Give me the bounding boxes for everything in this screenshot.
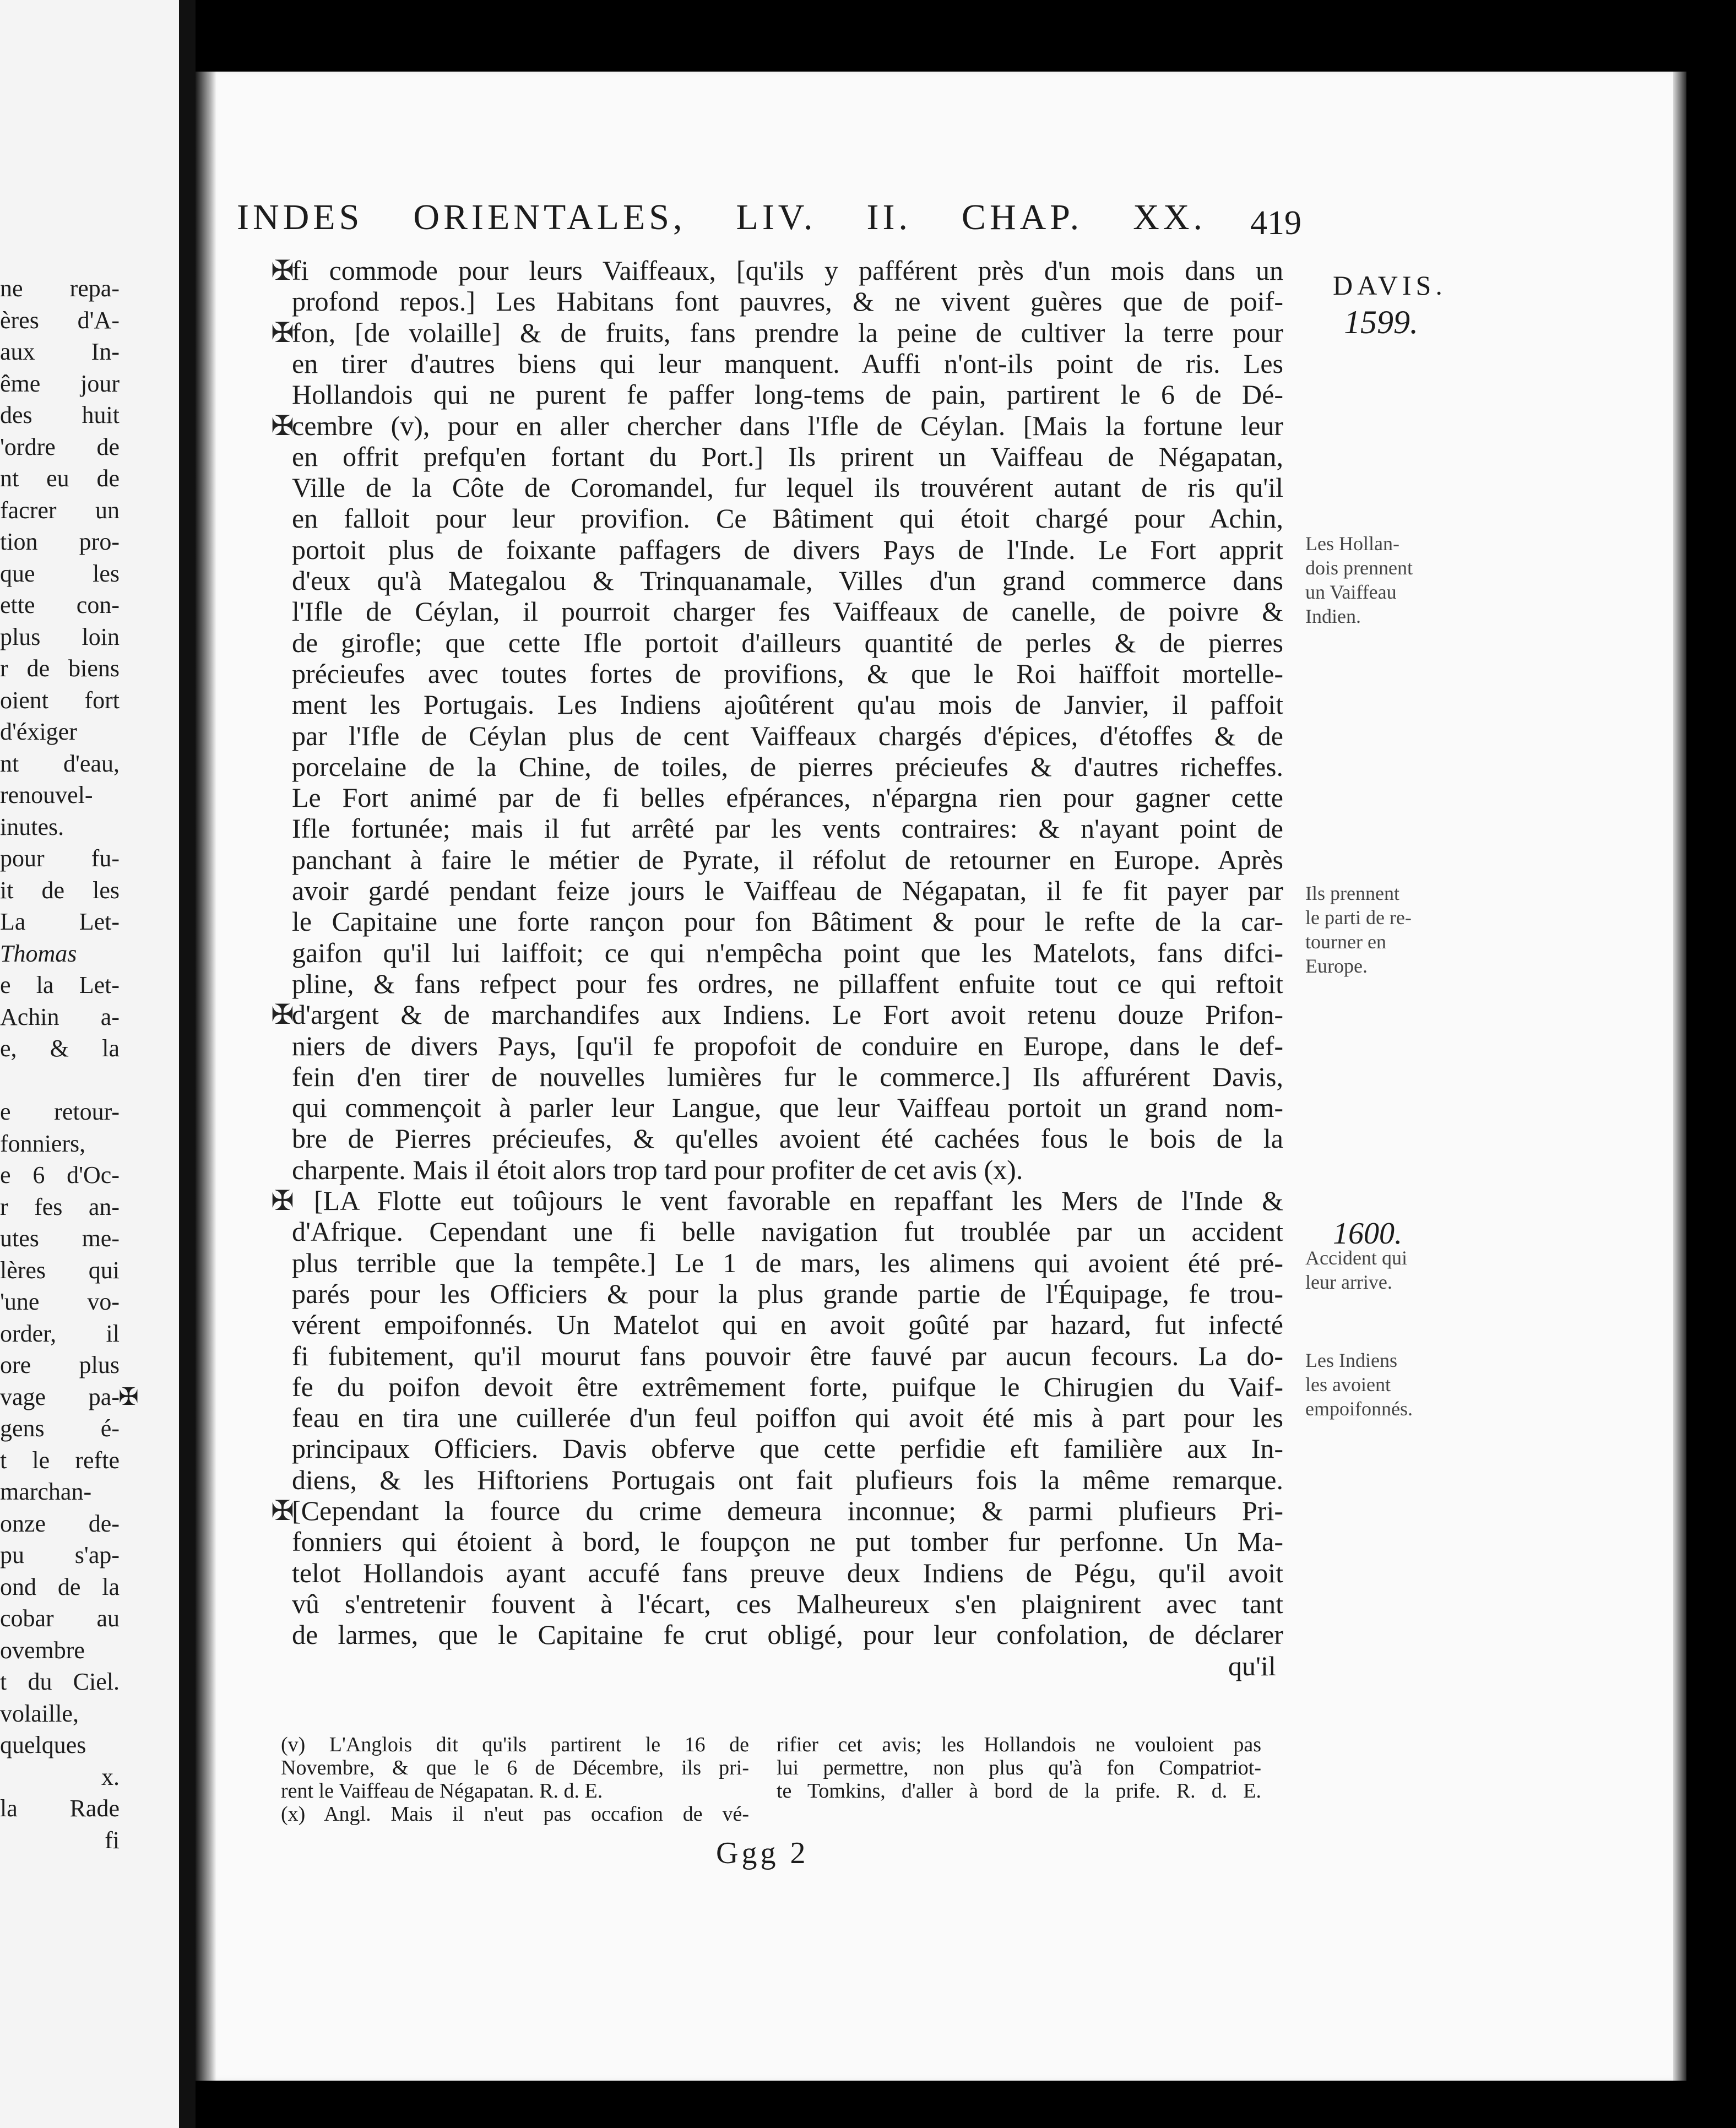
facing-page-line [0,1065,120,1096]
body-line: fi fubitement, qu'il mourut fans pouvoir être fauvé par aucun fecours. La do- [292,1340,1283,1371]
footnote-line-left: rent le Vaiffeau de Négapatan. R. d. E. [281,1779,603,1803]
page-right-edge [1673,72,1686,2081]
facing-page-line: 'ordre de [0,433,120,460]
facing-page-line: plus loin [0,623,120,650]
facing-page-line: pour fu- [0,845,120,872]
body-line: d'argent & de marchandifes aux Indiens. Le Fort avoit retenu douze Prifon- [292,999,1283,1030]
facing-page-line: oient fort [0,686,120,714]
facing-page-line: Achin a- [0,1003,120,1030]
facing-page-line: aux In- [0,338,120,365]
footnote-line-left: Novembre, & que le 6 de Décembre, ils pri- [281,1756,749,1779]
facing-page-line: vage pa- [0,1383,120,1410]
body-line: de larmes, que le Capitaine fe crut obligé, pour leur confolation, de déclarer [292,1619,1283,1651]
facing-page-line: Thomas [0,940,77,967]
sidenote-line: Les Hollan- [1305,533,1399,555]
body-line: Le Fort animé par de fi belles efpérances, n'épargna rien pour gagner cette [292,782,1283,813]
footnote-line-right: rifier cet avis; les Hollandois ne vouloient pas [777,1733,1261,1756]
body-line: qu'il [1228,1650,1276,1681]
body-line: vû s'entretenir fouvent à l'écart, ces Malheureux s'en plaignirent avec tant [292,1588,1283,1619]
sidenote-accident [1305,1246,1432,1294]
facing-page-line: x. [101,1763,120,1790]
facing-page-line: que les [0,560,120,587]
body-line: porcelaine de la Chine, de toiles, de pierres précieufes & d'autres richeffes. [292,751,1283,782]
cross-marker-icon: ✠ [271,1495,294,1526]
body-line: en tirer d'autres biens qui leur manquent. Auffi n'ont-ils point de ris. Les [292,348,1283,379]
cross-marker-icon: ✠ [271,999,294,1030]
body-line: fon, [de volaille] & de fruits, fans prendre la peine de cultiver la terre pour [292,317,1283,348]
facing-page-line: ères d'A- [0,306,120,334]
facing-page-line: marchan- [0,1478,92,1505]
facing-page-line: t le refte [0,1446,120,1474]
sidenote-line: Accident qui [1305,1247,1407,1269]
sidenote-poisoned [1305,1348,1432,1421]
body-line: diens, & les Hiftoriens Portugais ont fait plufieurs fois la même remarque. [292,1464,1283,1495]
facing-page-line: volaille, [0,1700,79,1727]
sidenote-line: le parti de re- [1305,906,1412,929]
body-line: fein d'en tirer de nouvelles lumières fur le commerce.] Ils affurérent Davis, [292,1061,1283,1092]
facing-page-line: r fes an- [0,1193,120,1220]
body-line: fi commode pour leurs Vaiffeaux, [qu'ils y pafférent près d'un mois dans un [292,255,1283,286]
facing-page-line: ond de la [0,1573,120,1600]
footnote-line-right: te Tomkins, d'aller à bord de la prife. R. d. E. [777,1779,1261,1803]
facing-page-line: fi [105,1826,120,1854]
body-line: le Capitaine une forte rançon pour fon Bâtiment & pour le refte de la car- [292,906,1283,937]
facing-page-line: e 6 d'Oc- [0,1161,120,1188]
body-line: vérent empoifonnés. Un Matelot qui en avoit goûté par hazard, fut infecté [292,1309,1283,1340]
facing-page-line: onze de- [0,1510,120,1537]
facing-page-line: 'une vo- [0,1288,120,1315]
sidenote-captured-ship [1305,531,1432,628]
facing-page-line: ette con- [0,591,120,618]
sidenote-line: tourner en [1305,931,1386,953]
sidenote-year-1600: 1600. [1333,1217,1402,1251]
body-line: principaux Officiers. Davis obferve que cette perfidie eft familière aux In- [292,1433,1283,1464]
sidenote-line: Indien. [1305,605,1361,627]
facing-page-line: e, & la [0,1035,120,1062]
footnote-line-left: (x) Angl. Mais il n'eut pas occafion de vé- [281,1803,749,1826]
body-line: en offrit prefqu'en fortant du Port.] Ils prirent un Vaiffeau de Négapatan, [292,441,1283,472]
facing-page-line: e la Let- [0,971,120,998]
facing-page-line: des huit [0,401,120,428]
facing-page-line: ovembre [0,1636,85,1664]
footnote-line-right: lui permettre, non plus qu'à fon Compatriot- [777,1756,1261,1779]
facing-page-line: cobar au [0,1605,120,1632]
page-number: 419 [1250,204,1301,242]
body-line: Ville de la Côte de Coromandel, fur lequel ils trouvérent autant de ris qu'il [292,472,1283,503]
sidenote-line: Europe. [1305,955,1368,977]
facing-page-line: quelques [0,1731,86,1758]
facing-page-line: lères qui [0,1256,120,1284]
body-line: gaifon qu'il lui laiffoit; ce qui n'empêcha point que les Matelots, fans difci- [292,937,1283,968]
body-line: Ifle fortunée; mais il fut arrêté par les vents contraires: & n'ayant point de [292,813,1283,844]
facing-page-line: it de les [0,876,120,904]
facing-page-line: La Let- [0,908,120,935]
footnote-line-left: (v) L'Anglois dit qu'ils partirent le 16 de [281,1733,749,1756]
sidenote-line: empoifonnés. [1305,1398,1413,1420]
facing-page-line: la Rade [0,1795,120,1822]
cross-marker-icon: ✠ [271,317,294,348]
body-line: pline, & fans refpect pour fes ordres, ne pillaffent enfuite tout ce qui reftoit [292,968,1283,999]
body-line: [Cependant la fource du crime demeura inconnue; & parmi plufieurs Pri- [292,1495,1283,1526]
body-line: [LA Flotte eut toûjours le vent favorable en repaffant les Mers de l'Inde & [314,1185,1283,1216]
body-line: précieufes avec toutes fortes de provifions, & que le Roi haïffoit mortelle- [292,658,1283,689]
body-line: plus terrible que la tempête.] Le 1 de mars, les alimens qui avoient été pré- [292,1247,1283,1278]
facing-page-line: pu s'ap- [0,1541,120,1568]
facing-page-gutter [179,0,196,2128]
body-line: ment les Portugais. Les Indiens ajoûtérent qu'au mois de Janvier, il paffoit [292,689,1283,720]
cross-marker-icon: ✠ [271,255,294,286]
facing-page [0,0,179,2128]
facing-page-line: d'éxiger [0,718,77,745]
body-line: panchant à faire le métier de Pyrate, il réfolut de retourner en Europe. Après [292,844,1283,875]
body-line: feau en tira une cuillerée d'un feul poiffon qui avoit été mis à part pour les [292,1402,1283,1434]
cross-marker-icon: ✠ [271,410,294,441]
body-line: l'Ifle de Céylan, il pourroit charger fes Vaiffeaux de canelle, de poivre & [292,596,1283,627]
sidenote-line: les avoient [1305,1374,1391,1396]
body-line: cembre (v), pour en aller chercher dans l'Ifle de Céylan. [Mais la fortune leur [292,410,1283,441]
signature-mark: Ggg 2 [716,1836,809,1870]
body-line: fe du poifon devoit être extrêmement forte, puifque le Chirugien du Vaif- [292,1371,1283,1402]
facing-page-line: gens é- [0,1415,120,1442]
body-line: qui commençoit à parler leur Langue, que leur Vaiffeau portoit un grand nom- [292,1092,1283,1123]
facing-page-line: t du Ciel. [0,1668,120,1695]
sidenote-return-europe [1305,881,1432,978]
sidenote-line: Les Indiens [1305,1349,1397,1371]
body-line: telot Hollandois ayant accufé fans preuve deux Indiens de Pégu, qu'il avoit [292,1557,1283,1588]
facing-page-line: inutes. [0,813,64,840]
sidenote-author: DAVIS. [1333,270,1447,301]
body-line: bre de Pierres précieufes, & qu'elles avoient été cachées fous le bois de la [292,1123,1283,1154]
body-line: charpente. Mais il étoit alors trop tard pour profiter de cet avis (x). [292,1154,1023,1185]
sidenote-year-1599: 1599. [1344,304,1418,340]
body-line: d'Afrique. Cependant une fi belle navigation fut troublée par un accident [292,1216,1283,1247]
facing-page-marker-icon: ✠ [118,1383,139,1410]
facing-page-line: fonniers, [0,1130,86,1157]
facing-page-line: renouvel- [0,781,93,808]
facing-page-line: e retour- [0,1098,120,1125]
cross-marker-icon: ✠ [271,1185,294,1216]
body-line: d'eux qu'à Mategalou & Trinquanamale, Villes d'un grand commerce dans [292,565,1283,596]
body-line: en falloit pour leur provifion. Ce Bâtiment qui étoit chargé pour Achin, [292,503,1283,534]
facing-page-line: nt eu de [0,465,120,492]
body-line: Hollandois qui ne purent fe paffer long-tems de pain, partirent le 6 de Dé- [292,379,1283,410]
facing-page-line: ne repa- [0,275,120,302]
sidenote-line: Ils prennent [1305,882,1399,904]
body-line: fonniers qui étoient à bord, le foupçon ne put tomber fur perfonne. Un Ma- [292,1526,1283,1557]
sidenote-line: dois prennent [1305,557,1413,579]
page-edge-shadow [196,72,216,2081]
facing-page-line: ore plus [0,1351,120,1378]
facing-page-line: order, il [0,1320,120,1347]
facing-page-line: nt d'eau, [0,750,120,777]
facing-page-line: ême jour [0,370,120,397]
body-line: portoit plus de foixante paffagers de divers Pays de l'Inde. Le Fort apprit [292,534,1283,565]
body-line: par l'Ifle de Céylan plus de cent Vaiffeaux chargés d'épices, d'étoffes & de [292,720,1283,751]
facing-page-line: r de biens [0,655,120,682]
facing-page-line: utes me- [0,1225,120,1252]
body-line: niers de divers Pays, [qu'il fe propofoit de conduire en Europe, dans le def- [292,1030,1283,1061]
body-line: parés pour les Officiers & pour la plus grande partie de l'Équipage, fe trou- [292,1278,1283,1309]
facing-page-line: tion pro- [0,528,120,555]
sidenote-line: leur arrive. [1305,1271,1392,1293]
sidenote-line: un Vaiffeau [1305,581,1397,603]
body-line: profond repos.] Les Habitans font pauvres, & ne vivent guères que de poif- [292,286,1283,317]
facing-page-line: facrer un [0,496,120,524]
running-header: INDES ORIENTALES, LIV. II. CHAP. XX. [237,197,1206,237]
body-line: de girofle; que cette Ifle portoit d'ailleurs quantité de perles & de pierres [292,627,1283,658]
body-line: avoir gardé pendant feize jours le Vaiffeau de Négapatan, il fe fit payer par [292,875,1283,906]
